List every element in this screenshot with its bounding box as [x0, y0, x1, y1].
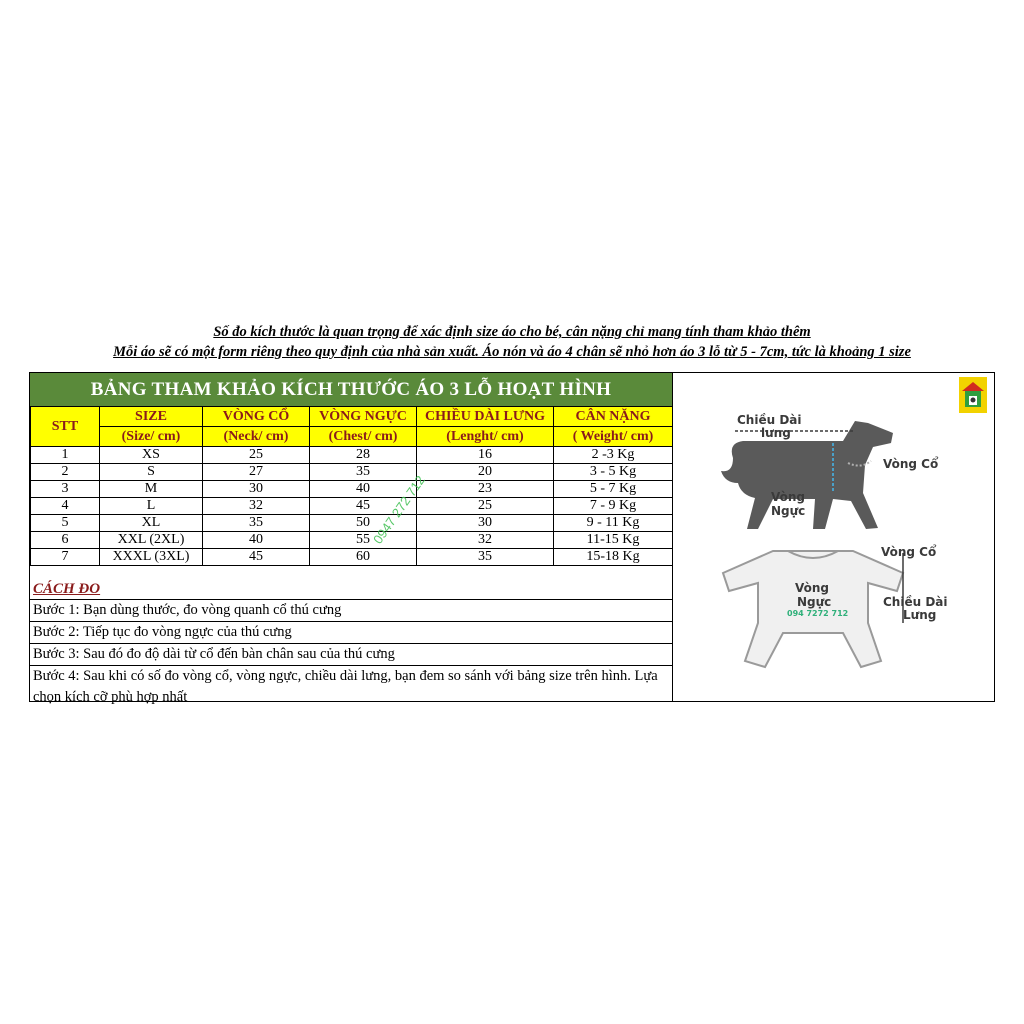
column-header-unit: (Size/ cm) — [100, 427, 203, 447]
table-cell: 35 — [203, 515, 310, 532]
dog-chest-label-2: Ngực — [771, 504, 806, 518]
column-header-unit: (Neck/ cm) — [203, 427, 310, 447]
table-cell: 32 — [203, 498, 310, 515]
table-cell: 2 -3 Kg — [554, 447, 673, 464]
table-cell: 40 — [203, 532, 310, 549]
table-title: BẢNG THAM KHẢO KÍCH THƯỚC ÁO 3 LỖ HOẠT HÌNH — [30, 373, 672, 406]
table-cell: XS — [100, 447, 203, 464]
table-cell: XXXL (3XL) — [100, 549, 203, 566]
table-row — [31, 532, 673, 549]
dog-length-label-1: Chiều Dài — [737, 413, 802, 427]
table-cell: 7 - 9 Kg — [554, 498, 673, 515]
table-cell: 35 — [310, 464, 417, 481]
table-cell: 25 — [417, 498, 554, 515]
table-cell: XL — [100, 515, 203, 532]
table-cell: 55 — [310, 532, 417, 549]
header-stt: STT — [31, 407, 100, 447]
shirt-chest-label-2: Ngực — [797, 595, 832, 609]
table-cell: 45 — [203, 549, 310, 566]
step-3: Bước 3: Sau đó đo độ dài từ cổ đến bàn chân sau của thú cưng — [30, 644, 672, 666]
table-cell: 27 — [203, 464, 310, 481]
table-row — [31, 481, 673, 498]
table-cell: XXL (2XL) — [100, 532, 203, 549]
table-cell: 2 — [31, 464, 100, 481]
table-cell: 32 — [417, 532, 554, 549]
size-chart-frame — [29, 372, 995, 705]
table-cell: 25 — [203, 447, 310, 464]
table-cell: S — [100, 464, 203, 481]
table-cell: 7 — [31, 549, 100, 566]
shirt-outline-icon — [703, 543, 923, 693]
table-cell: 35 — [417, 549, 554, 566]
table-cell: 30 — [203, 481, 310, 498]
dog-chest-label-1: Vòng — [771, 490, 806, 504]
column-header: VÒNG CỔ — [203, 407, 310, 427]
table-cell: 5 - 7 Kg — [554, 481, 673, 498]
shop-logo-icon — [959, 377, 987, 413]
column-header: VÒNG NGỰC — [310, 407, 417, 427]
measure-diagram-panel — [673, 373, 994, 701]
column-header: CÂN NẶNG — [554, 407, 673, 427]
table-cell: 30 — [417, 515, 554, 532]
shirt-neck-label: Vòng Cổ — [881, 545, 937, 559]
note-line-1: Số đo kích thước là quan trọng để xác định size áo cho bé, cân nặng chỉ mang tính tham khảo thêm — [213, 324, 811, 340]
steps-heading: CÁCH ĐO — [30, 579, 672, 600]
table-row — [31, 515, 673, 532]
column-header: SIZE — [100, 407, 203, 427]
table-cell: 11-15 Kg — [554, 532, 673, 549]
step-1: Bước 1: Bạn dùng thước, đo vòng quanh cổ thú cưng — [30, 600, 672, 622]
table-row — [31, 447, 673, 464]
size-table — [30, 406, 673, 566]
table-cell: 60 — [310, 549, 417, 566]
shirt-length-label-2: Lưng — [903, 608, 937, 622]
shirt-length-label-1: Chiều Dài — [883, 595, 948, 609]
column-header-unit: (Chest/ cm) — [310, 427, 417, 447]
shirt-chest-label-1: Vòng — [795, 581, 830, 595]
table-cell: 50 — [310, 515, 417, 532]
table-cell: 28 — [310, 447, 417, 464]
table-row — [31, 498, 673, 515]
table-cell: 45 — [310, 498, 417, 515]
table-cell: 23 — [417, 481, 554, 498]
step-2: Bước 2: Tiếp tục đo vòng ngực của thú cưng — [30, 622, 672, 644]
measure-steps — [30, 579, 672, 708]
table-cell: 4 — [31, 498, 100, 515]
phone-watermark: 0947 272 712 — [370, 472, 428, 547]
size-table-panel — [30, 373, 673, 705]
table-cell: 9 - 11 Kg — [554, 515, 673, 532]
table-row — [31, 549, 673, 566]
table-cell: 40 — [310, 481, 417, 498]
table-cell: 5 — [31, 515, 100, 532]
dog-silhouette-icon — [703, 403, 903, 543]
note-line-2: Mỗi áo sẽ có một form riêng theo quy định của nhà sản xuất. Áo nón và áo 4 chân sẽ nhỏ hơn áo 3 lỗ từ 5 - 7cm, tức là khoảng 1 size — [113, 344, 911, 360]
column-header-unit: (Lenght/ cm) — [417, 427, 554, 447]
column-header: CHIỀU DÀI LƯNG — [417, 407, 554, 427]
table-cell: 15-18 Kg — [554, 549, 673, 566]
table-cell: M — [100, 481, 203, 498]
table-cell: L — [100, 498, 203, 515]
table-row — [31, 464, 673, 481]
dog-neck-label: Vòng Cổ — [883, 457, 939, 471]
table-cell: 20 — [417, 464, 554, 481]
table-cell: 6 — [31, 532, 100, 549]
table-cell: 1 — [31, 447, 100, 464]
shirt-phone-watermark: 094 7272 712 — [787, 609, 849, 618]
step-4: Bước 4: Sau khi có số đo vòng cổ, vòng ngực, chiều dài lưng, bạn đem so sánh với bảng size trên hình. Lựa chọn kích cỡ phù hợp nhất — [33, 668, 658, 705]
column-header-unit: ( Weight/ cm) — [554, 427, 673, 447]
dog-length-label-2: lưng — [761, 426, 791, 440]
table-cell: 3 - 5 Kg — [554, 464, 673, 481]
table-cell: 16 — [417, 447, 554, 464]
table-cell: 3 — [31, 481, 100, 498]
